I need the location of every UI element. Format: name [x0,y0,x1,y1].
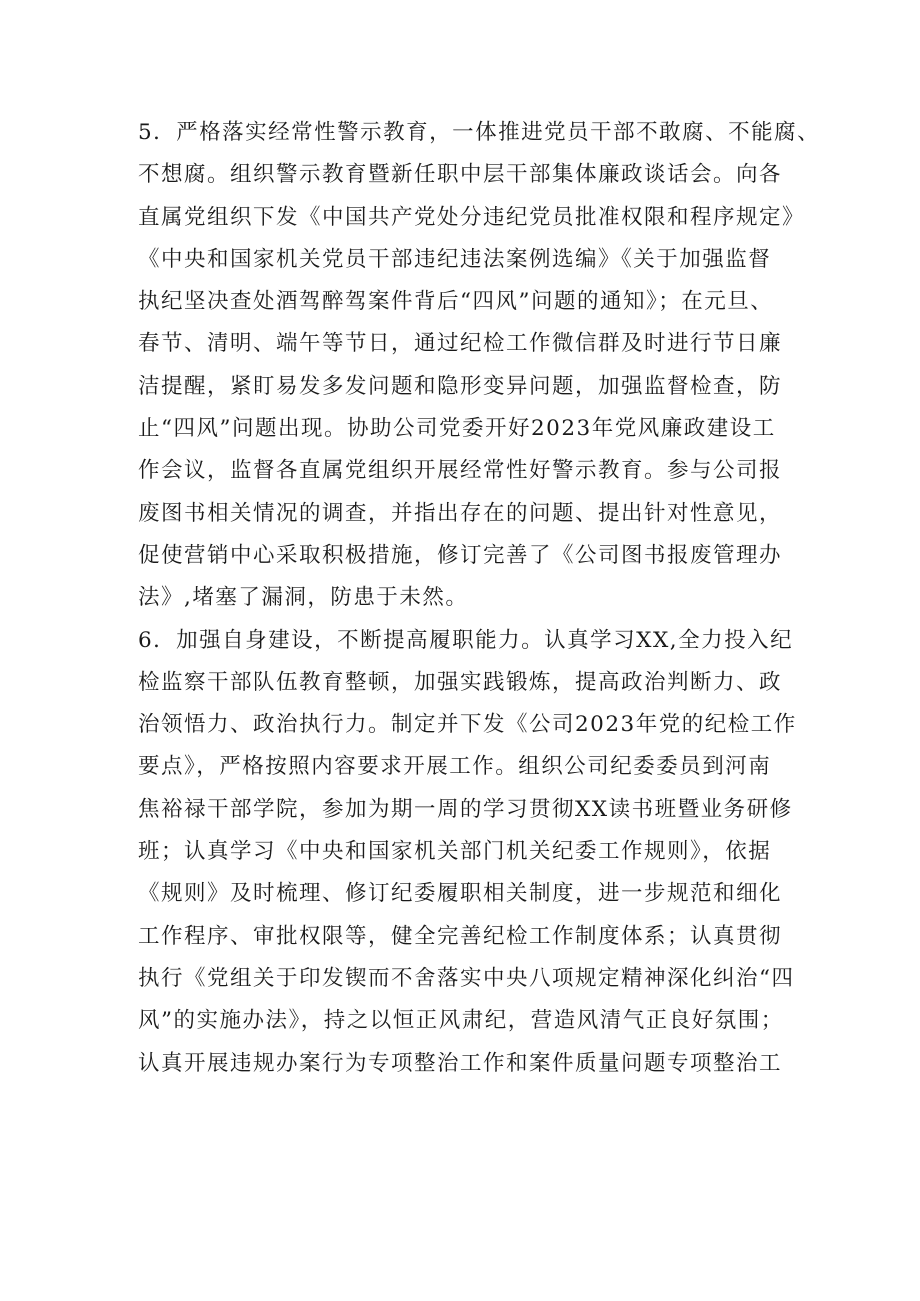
text-line: 《中央和国家机关党员干部违纪违法案例选编》《关于加强监督 [138,246,772,272]
text-line: 法》,堵塞了漏洞，防患于未然。 [138,585,469,611]
text-line: 执纪坚决查处酒驾醉驾案件背后“四风”问题的通知》；在元旦、 [138,289,774,315]
text-line: 止“四风”问题出现。协助公司党委开好2023年党风廉政建设工 [138,416,776,442]
text-line: 春节、清明、端午等节日，通过纪检工作微信群及时进行节日廉 [138,331,783,357]
text-line: 6．加强自身建设，不断提高履职能力。认真学习XX,全力投入纪 [138,627,794,653]
text-line: 风”的实施办法》，持之以恒正风肃纪，营造风清气正良好氛围； [138,1008,784,1034]
text-line: 《规则》及时梳理、修订纪委履职相关制度，进一步规范和细化 [138,881,783,907]
text-line: 班；认真学习《中央和国家机关部门机关纪委工作规则》，依据 [138,839,772,865]
text-line: 洁提醒，紧盯易发多发问题和隐形变异问题，加强监督检查，防 [138,373,783,399]
text-line: 促使营销中心采取积极措施，修订完善了《公司图书报废管理办 [138,542,783,568]
text-line: 工作程序、审批权限等，健全完善纪检工作制度体系；认真贯彻 [138,923,783,949]
text-line: 检监察干部队伍教育整顿，加强实践锻炼，提高政治判断力、政 [138,669,783,695]
text-line: 废图书相关情况的调查，并指出存在的问题、提出针对性意见， [138,500,783,526]
text-line: 焦裕禄干部学院，参加为期一周的学习贯彻XX读书班暨业务研修 [138,796,793,822]
text-line: 执行《党组关于印发锲而不舍落实中央八项规定精神深化纠治“四 [138,965,795,991]
text-line: 治领悟力、政治执行力。制定并下发《公司2023年党的纪检工作 [138,712,797,738]
text-line: 要点》，严格按照内容要求开展工作。组织公司纪委委员到河南 [138,754,772,780]
text-line: 直属党组织下发《中国共产党处分违纪党员批准权限和程序规定》 [138,204,806,230]
text-line: 5．严格落实经常性警示教育，一体推进党员干部不敢腐、不能腐、 [138,120,821,145]
text-line: 认真开展违规办案行为专项整治工作和案件质量问题专项整治工 [138,1050,783,1076]
text-line: 不想腐。组织警示教育暨新任职中层干部集体廉政谈话会。向各 [138,162,783,188]
text-line: 作会议，监督各直属党组织开展经常性好警示教育。参与公司报 [138,458,783,484]
body-text [138,112,821,1085]
